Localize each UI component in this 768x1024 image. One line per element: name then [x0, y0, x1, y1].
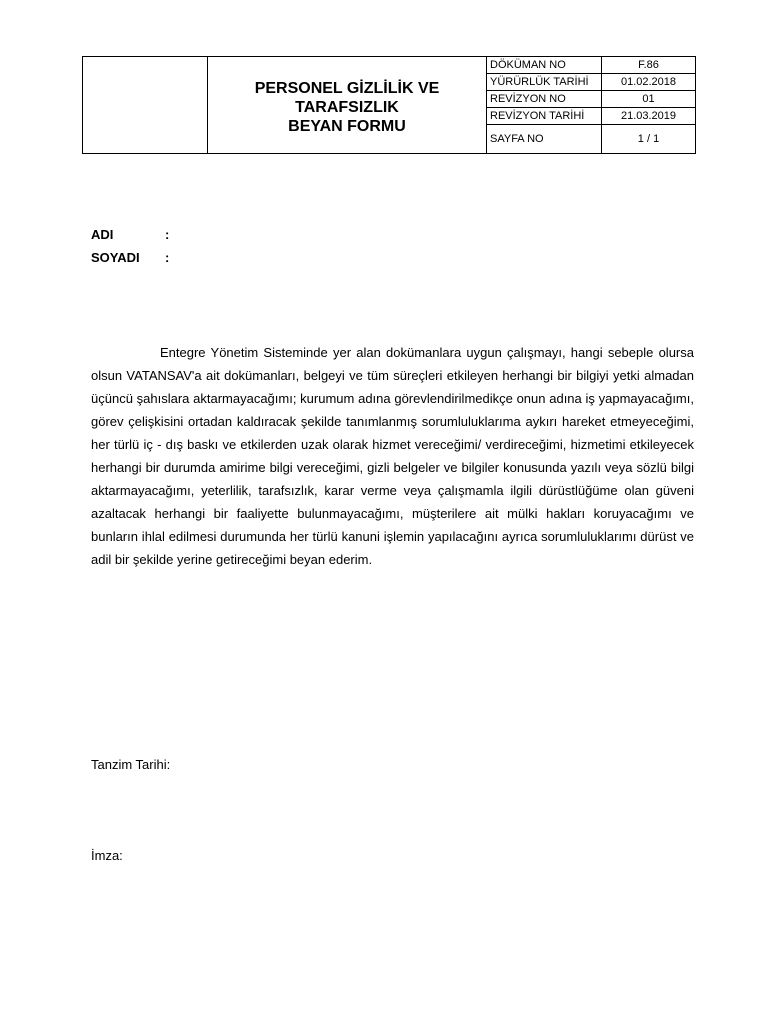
form-title-line-1: PERSONEL GİZLİLİK VE — [254, 79, 440, 97]
surname-label: SOYADI — [91, 250, 140, 265]
name-label: ADI — [91, 227, 114, 242]
meta-row-document-no — [487, 57, 695, 74]
meta-label: REVİZYON TARİHİ — [487, 108, 602, 125]
meta-row-effective-date — [487, 74, 695, 91]
name-colon: : — [165, 227, 170, 242]
meta-label: SAYFA NO — [487, 125, 602, 155]
form-title-line-2: TARAFSIZLIK — [295, 98, 399, 116]
meta-value: F.86 — [602, 57, 696, 74]
meta-label: YÜRÜRLÜK TARİHİ — [487, 74, 602, 91]
meta-value: 21.03.2019 — [602, 108, 696, 125]
declaration-paragraph: Entegre Yönetim Sisteminde yer alan dokümanlara uygun çalışmayı, hangi sebeple olursa olsun VATANSAV'a ait dokümanları, belgeyi ve tüm süreçleri etkileyen herhangi bir bilgiyi yetki almadan üçüncü şahıslara aktarmayacağımı; kurumum adına görevlendirilmedikçe onun adına iş yapmayacağımı, görev çelişkisini ortadan kaldıracak şekilde tanımlanmış sorumluluklarıma aykırı hareket etmeyeceğimi, her türlü iç - dış baskı ve etkilerden uzak olarak hizmet vereceğimi/ verdireceğimi, hizmetimi etkileyecek herhangi bir durumda amirime bilgi vereceğimi, gizli belgeler ve bilgiler konusunda yazılı veya sözlü bilgi aktarmayacağımı, yeterlilik, tarafsızlık, karar verme veya çalışmamla ilgili dürüstlüğüme olan güveni azaltacak herhangi bir faaliyette bulunmayacağımı, müşterilere ait mülki hakları koruyacağımı ve bunların ihlal edilmesi durumunda her türlü kanuni işlemin yapılacağını ayrıca sorumluluklarımı dürüst ve adil bir şekilde yerine getireceğimi beyan ederim. — [91, 345, 694, 567]
meta-value: 1 / 1 — [637, 133, 660, 145]
meta-label: REVİZYON NO — [487, 91, 602, 108]
form-title — [208, 57, 487, 153]
surname-colon: : — [165, 250, 170, 265]
issue-date-label: Tanzim Tarihi: — [91, 757, 171, 772]
meta-label: DÖKÜMAN NO — [487, 57, 602, 74]
document-header — [82, 56, 696, 154]
form-title-line-3: BEYAN FORMU — [288, 117, 406, 135]
surname-field — [91, 250, 169, 266]
name-field — [91, 227, 169, 243]
meta-row-revision-date — [487, 108, 695, 125]
document-meta-table — [487, 57, 695, 154]
logo-cell — [83, 57, 208, 153]
signature-label: İmza: — [91, 848, 123, 863]
meta-row-page-no — [487, 125, 695, 155]
meta-value: 01 — [602, 91, 696, 108]
meta-row-revision-no — [487, 91, 695, 108]
meta-value: 01.02.2018 — [602, 74, 696, 91]
